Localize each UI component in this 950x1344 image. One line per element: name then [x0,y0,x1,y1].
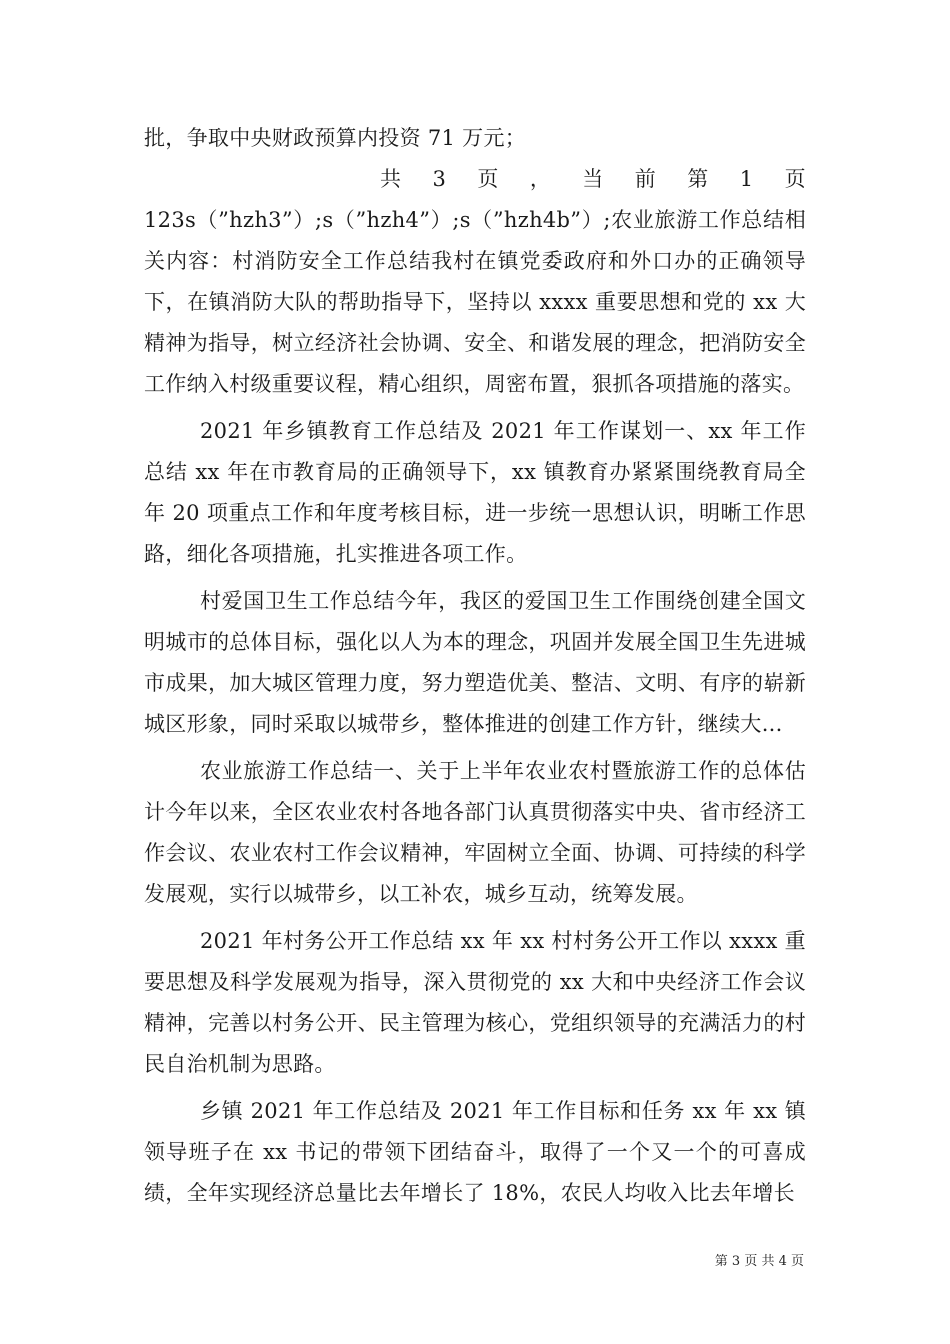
page-footer-number: 第 3 页 共 4 页 [714,1254,804,1269]
pager-char: 前 [634,167,657,191]
pager-char: ， [529,167,552,191]
pager-char: 页 [784,167,806,191]
document-body [144,118,806,1214]
pager-char: 1 [739,167,754,191]
paragraph: 2021 年乡镇教育工作总结及 2021 年工作谋划一、xx 年工作总结 xx 年在市教育局的正确领导下，xx 镇教育办紧紧围绕教育局全年 20 项重点工作和年度考核目标，进一步统一思想认识，明晰工作思路，细化各项措施，扎实推进各项工作。 [144,419,806,566]
pager-char: 共 [380,167,402,191]
inline-page-indicator [144,159,806,200]
paragraph: 乡镇 2021 年工作总结及 2021 年工作目标和任务 xx 年 xx 镇领导班子在 xx 书记的带领下团结奋斗，取得了一个又一个的可喜成绩，全年实现经济总量比去年增长了 18%，农民人均收入比去年增长 [144,1099,806,1205]
pager-char: 当 [582,167,604,191]
pager-char: 页 [477,167,499,191]
pager-char: 第 [687,167,709,191]
paragraph: 农业旅游工作总结一、关于上半年农业农村暨旅游工作的总体估计今年以来，全区农业农村各地各部门认真贯彻落实中央、省市经济工作会议、农业农村工作会议精神，牢固树立全面、协调、可持续的科学发展观，实行以城带乡，以工补农，城乡互动，统筹发展。 [144,759,806,906]
pager-char: 3 [432,167,447,191]
paragraph: 123s（”hzh3”）;s（”hzh4”）;s（”hzh4b”）;农业旅游工作总结相关内容：村消防安全工作总结我村在镇党委政府和外口办的正确领导下，在镇消防大队的帮助指导下，坚持以 xxxx 重要思想和党的 xx 大精神为指导，树立经济社会协调、安全、和谐发展的理念，把消防安全工作纳入村级重要议程，精心组织，周密布置，狠抓各项措施的落实。 [144,208,806,396]
text-line-continuation: 批，争取中央财政预算内投资 71 万元； [144,126,527,150]
paragraph: 村爱国卫生工作总结今年，我区的爱国卫生工作围绕创建全国文明城市的总体目标，强化以人为本的理念，巩固并发展全国卫生先进城市成果，加大城区管理力度，努力塑造优美、整洁、文明、有序的崭新城区形象，同时采取以城带乡，整体推进的创建工作方针，继续大... [144,589,806,736]
paragraph: 2021 年村务公开工作总结 xx 年 xx 村村务公开工作以 xxxx 重要思想及科学发展观为指导，深入贯彻党的 xx 大和中央经济工作会议精神，完善以村务公开、民主管理为核心，党组织领导的充满活力的村民自治机制为思路。 [144,929,806,1076]
